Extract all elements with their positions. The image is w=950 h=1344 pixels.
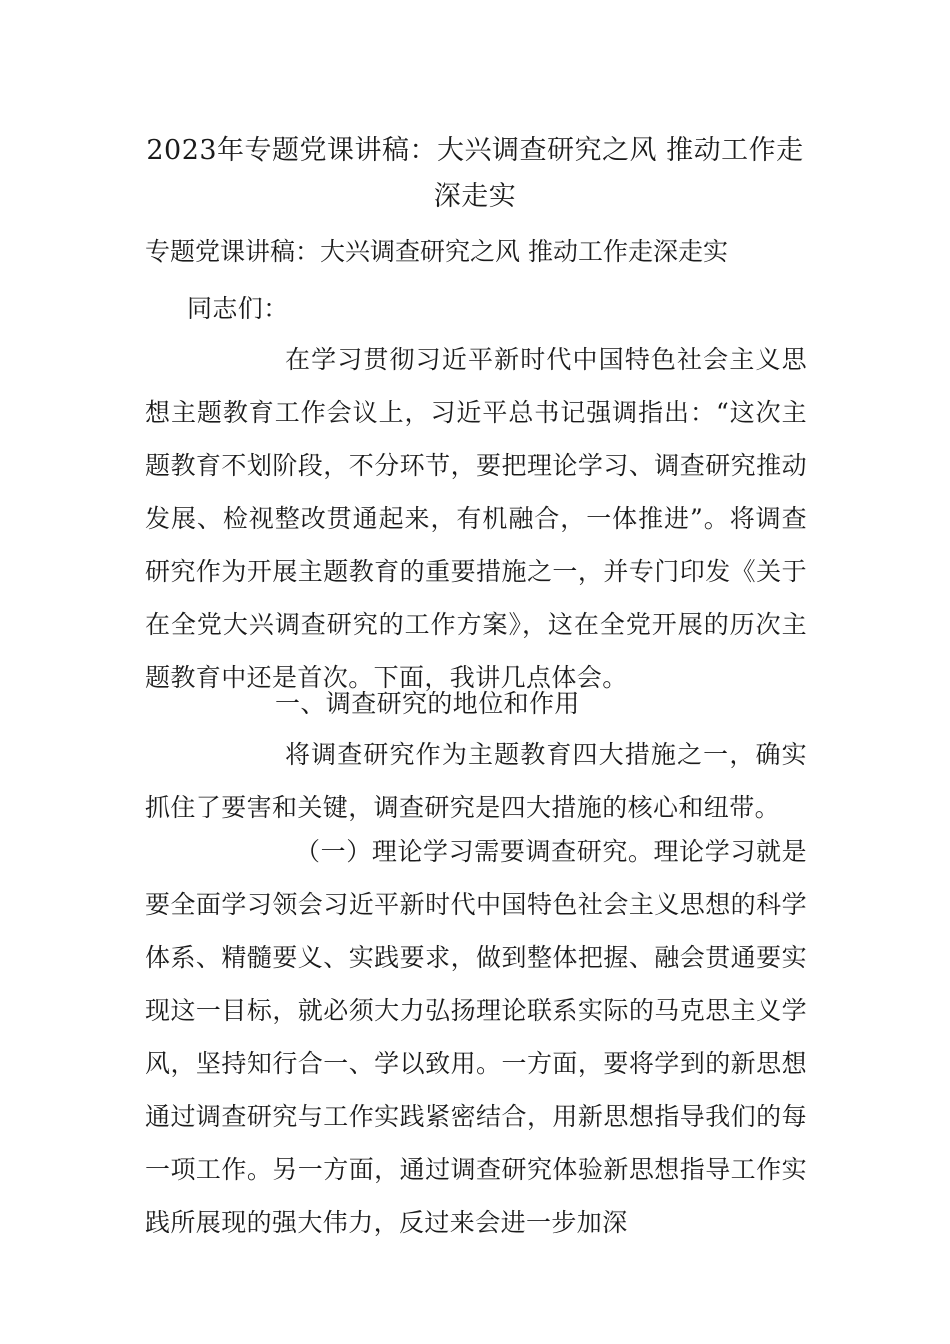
document-title: 2023年专题党课讲稿：大兴调查研究之风 推动工作走深走实 (146, 135, 804, 212)
greeting: 同志们： (187, 294, 289, 323)
section-heading: 一、调查研究的地位和作用 (275, 689, 580, 718)
section-paragraph-1: 将调查研究作为主题教育四大措施之一，确实抓住了要害和关键，调查研究是四大措施的核心和纽带。 (145, 740, 807, 822)
section-paragraph-2: （一）理论学习需要调查研究。理论学习就是要全面学习领会习近平新时代中国特色社会主义思想的科学体系、精髓要义、实践要求，做到整体把握、融会贯通要实现这一目标，就必须大力弘扬理论联系实际的马克思主义学风，坚持知行合一、学以致用。一方面，要将学到的新思想通过调查研究与工作实践紧密结合，用新思想指导我们的每一项工作。另一方面，通过调查研究体验新思想指导工作实践所展现的强大伟力，反过来会进一步加深 (145, 837, 807, 1237)
intro-paragraph: 在学习贯彻习近平新时代中国特色社会主义思想主题教育工作会议上，习近平总书记强调指出：“这次主题教育不划阶段，不分环节，要把理论学习、调查研究推动发展、检视整改贯通起来，有机融合，一体推进”。将调查研究作为开展主题教育的重要措施之一，并专门印发《关于在全党大兴调查研究的工作方案》，这在全党开展的历次主题教育中还是首次。下面，我讲几点体会。 (145, 345, 807, 692)
document-subtitle: 专题党课讲稿：大兴调查研究之风 推动工作走深走实 (145, 237, 728, 266)
